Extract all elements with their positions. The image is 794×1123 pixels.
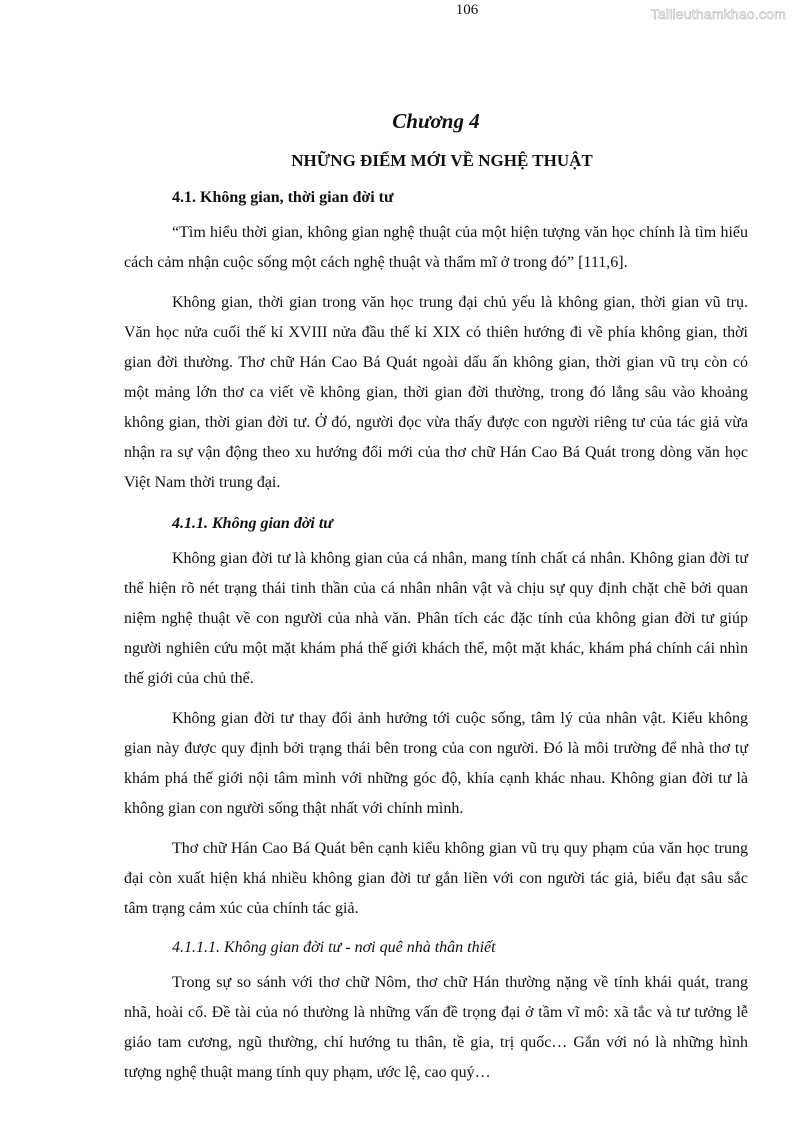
paragraph: Không gian đời tư thay đổi ảnh hưởng tới cuộc sống, tâm lý của nhân vật. Kiểu không gian này được quy định bởi trạng thái bên trong của con người. Đó là môi trường để nhà thơ tự khám phá thế giới nội tâm mình với những góc độ, khía cạnh khác nhau. Không gian đời tư là không gian con người sống thật nhất với chính mình. — [124, 710, 748, 817]
subsection-heading: 4.1.1. Không gian đời tư — [172, 515, 333, 532]
chapter-title: Chương 4 — [392, 109, 480, 133]
watermark-logo: Tailieuthamkhao.com — [650, 6, 786, 22]
paragraph: Trong sự so sánh với thơ chữ Nôm, thơ chữ Hán thường nặng về tính khái quát, trang nhã, hoài cổ. Đề tài của nó thường là những vấn đề trọng đại ở tầm vĩ mô: xã tắc và tư tưởng lễ giáo tam cương, ngũ thường, chí hướng tu thân, tề gia, trị quốc… Gắn với nó là những hình tượng nghệ thuật mang tính quy phạm, ước lệ, cao quý… — [124, 974, 748, 1081]
subsubsection-heading: 4.1.1.1. Không gian đời tư - nơi quê nhà thân thiết — [172, 939, 496, 956]
chapter-heading: NHỮNG ĐIỂM MỚI VỀ NGHỆ THUẬT — [291, 151, 593, 170]
paragraph: “Tìm hiểu thời gian, không gian nghệ thuật của một hiện tượng văn học chính là tìm hiểu cách cảm nhận cuộc sống một cách nghệ thuật và thẩm mĩ ở trong đó” [111,6]. — [124, 224, 748, 271]
paragraph: Thơ chữ Hán Cao Bá Quát bên cạnh kiểu không gian vũ trụ quy phạm của văn học trung đại còn xuất hiện khá nhiều không gian đời tư gắn liền với con người tác giả, biểu đạt sâu sắc tâm trạng cảm xúc của chính tác giả. — [124, 840, 748, 917]
page-number: 106 — [455, 2, 479, 18]
paragraph: Không gian đời tư là không gian của cá nhân, mang tính chất cá nhân. Không gian đời tư thể hiện rõ nét trạng thái tinh thần của cá nhân nhân vật và chịu sự quy định chặt chẽ bởi quan niệm nghệ thuật về con người của nhà văn. Phân tích các đặc tính của không gian đời tư giúp người nghiên cứu một mặt khám phá thế giới khách thể, một mặt khác, khám phá chính cái nhìn thế giới của chủ thể. — [124, 550, 748, 687]
section-heading: 4.1. Không gian, thời gian đời tư — [172, 189, 394, 206]
page-content — [124, 106, 748, 1088]
paragraph: Không gian, thời gian trong văn học trung đại chủ yếu là không gian, thời gian vũ trụ. Văn học nửa cuối thế kỉ XVIII nửa đầu thế kỉ XIX có thiên hướng đi về phía không gian, thời gian đời thường. Thơ chữ Hán Cao Bá Quát ngoài dấu ấn không gian, thời gian vũ trụ còn có một mảng lớn thơ ca viết về không gian, thời gian đời thường, trong đó lắng sâu vào khoảng không gian, thời gian đời tư. Ở đó, người đọc vừa thấy được con người riêng tư của tác giả vừa nhận ra sự vận động theo xu hướng đổi mới của thơ chữ Hán Cao Bá Quát trong dòng văn học Việt Nam thời trung đại. — [124, 294, 748, 491]
